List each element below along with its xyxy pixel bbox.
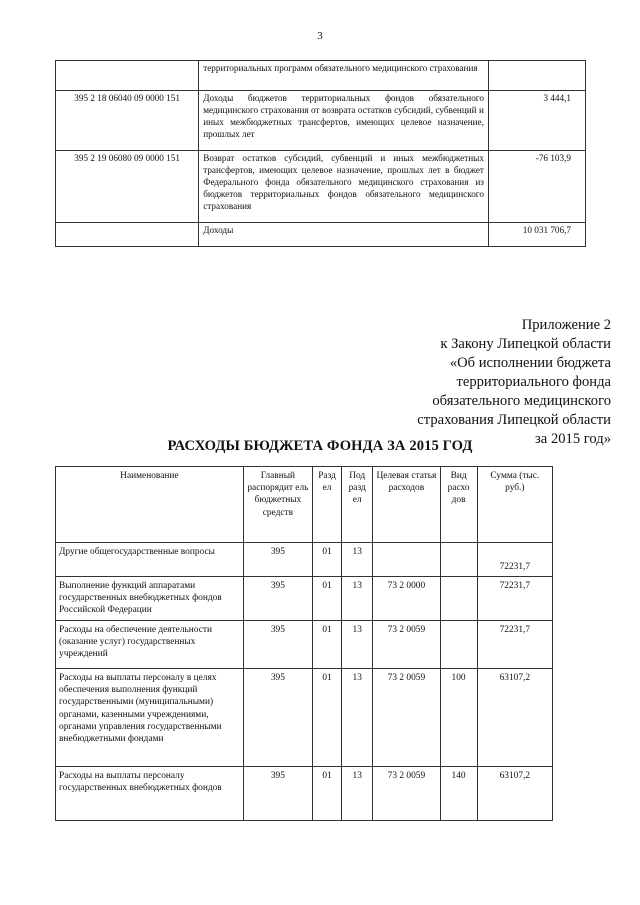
row-sum: 63107,2 (477, 669, 552, 767)
row-sum: 72231,7 (477, 621, 552, 669)
row-sum: 72231,7 (477, 543, 552, 577)
row-section: 01 (313, 577, 342, 621)
table-row (56, 91, 586, 151)
header-type: Вид расхо дов (440, 467, 477, 543)
row-subsection: 13 (342, 543, 373, 577)
row-target: 73 2 0059 (373, 669, 440, 767)
row-manager: 395 (243, 669, 312, 767)
row-manager: 395 (243, 621, 312, 669)
header-manager: Главный распорядит ель бюджетных средств (243, 467, 312, 543)
table-row (56, 543, 553, 577)
income-name-cell: Доходы бюджетов территориальных фондов обязательного медицинского страхования от возврата остатков субсидий, субвенций и иных межбюджетных трансфертов, имеющих целевое назначение, прошлых лет (199, 91, 489, 151)
appendix-block (417, 316, 611, 449)
income-table (55, 60, 586, 247)
header-name: Наименование (56, 467, 244, 543)
header-subsection: Под разд ел (342, 467, 373, 543)
income-code-cell: 395 2 19 06080 09 0000 151 (56, 151, 199, 223)
row-target (373, 543, 440, 577)
income-code-cell (56, 223, 199, 247)
header-sum: Сумма (тыс. руб.) (477, 467, 552, 543)
row-sum: 63107,2 (477, 767, 552, 821)
row-type: 100 (440, 669, 477, 767)
expense-table (55, 466, 553, 821)
row-subsection: 13 (342, 577, 373, 621)
appendix-line: к Закону Липецкой области (440, 336, 611, 352)
table-row (56, 621, 553, 669)
row-type (440, 621, 477, 669)
table-row (56, 61, 586, 91)
row-section: 01 (313, 621, 342, 669)
table-row (56, 767, 553, 821)
income-sum-cell (488, 61, 585, 91)
income-sum-cell: 3 444,1 (488, 91, 585, 151)
row-target: 73 2 0000 (373, 577, 440, 621)
income-name-cell: Доходы (199, 223, 489, 247)
row-subsection: 13 (342, 621, 373, 669)
income-sum-cell: 10 031 706,7 (488, 223, 585, 247)
appendix-line: территориального фонда (456, 374, 611, 390)
income-code-cell (56, 61, 199, 91)
appendix-line: «Об исполнении бюджета (449, 355, 611, 371)
income-code-cell: 395 2 18 06040 09 0000 151 (56, 91, 199, 151)
row-sum: 72231,7 (477, 577, 552, 621)
page-number: 3 (317, 30, 323, 42)
row-name: Расходы на обеспечение деятельности (оказание услуг) государственных учреждений (56, 621, 244, 669)
header-section: Разд ел (313, 467, 342, 543)
row-subsection: 13 (342, 669, 373, 767)
row-name: Расходы на выплаты персоналу государственных внебюджетных фондов (56, 767, 244, 821)
appendix-line: Приложение 2 (521, 317, 611, 333)
row-target: 73 2 0059 (373, 767, 440, 821)
row-section: 01 (313, 669, 342, 767)
income-name-cell: территориальных программ обязательного медицинского страхования (199, 61, 489, 91)
row-target: 73 2 0059 (373, 621, 440, 669)
table-header-row (56, 467, 553, 543)
row-name: Другие общегосударственные вопросы (56, 543, 244, 577)
row-section: 01 (313, 543, 342, 577)
row-manager: 395 (243, 577, 312, 621)
appendix-line: страхования Липецкой области (417, 412, 611, 428)
income-sum-cell: -76 103,9 (488, 151, 585, 223)
row-manager: 395 (243, 543, 312, 577)
table-row (56, 223, 586, 247)
row-name: Расходы на выплаты персоналу в целях обеспечения выполнения функций государственными (муниципальными) органами, казенными учреждениями, органами управления государственными внебюджетными фондами (56, 669, 244, 767)
row-type (440, 543, 477, 577)
table-row (56, 669, 553, 767)
row-type (440, 577, 477, 621)
row-subsection: 13 (342, 767, 373, 821)
income-name-cell: Возврат остатков субсидий, субвенций и иных межбюджетных трансфертов, имеющих целевое назначение, прошлых лет в бюджет Федерального фонда обязательного медицинского страхования из бюджетов территориальных фондов обязательного медицинского страхования (199, 151, 489, 223)
appendix-line: за 2015 год» (535, 431, 611, 447)
table-row (56, 151, 586, 223)
table-row (56, 577, 553, 621)
appendix-line: обязательного медицинского (432, 393, 611, 409)
row-section: 01 (313, 767, 342, 821)
header-target: Целевая статья расходов (373, 467, 440, 543)
section-heading: РАСХОДЫ БЮДЖЕТА ФОНДА ЗА 2015 ГОД (167, 438, 473, 454)
row-type: 140 (440, 767, 477, 821)
row-manager: 395 (243, 767, 312, 821)
row-name: Выполнение функций аппаратами государственных внебюджетных фондов Российской Федерации (56, 577, 244, 621)
